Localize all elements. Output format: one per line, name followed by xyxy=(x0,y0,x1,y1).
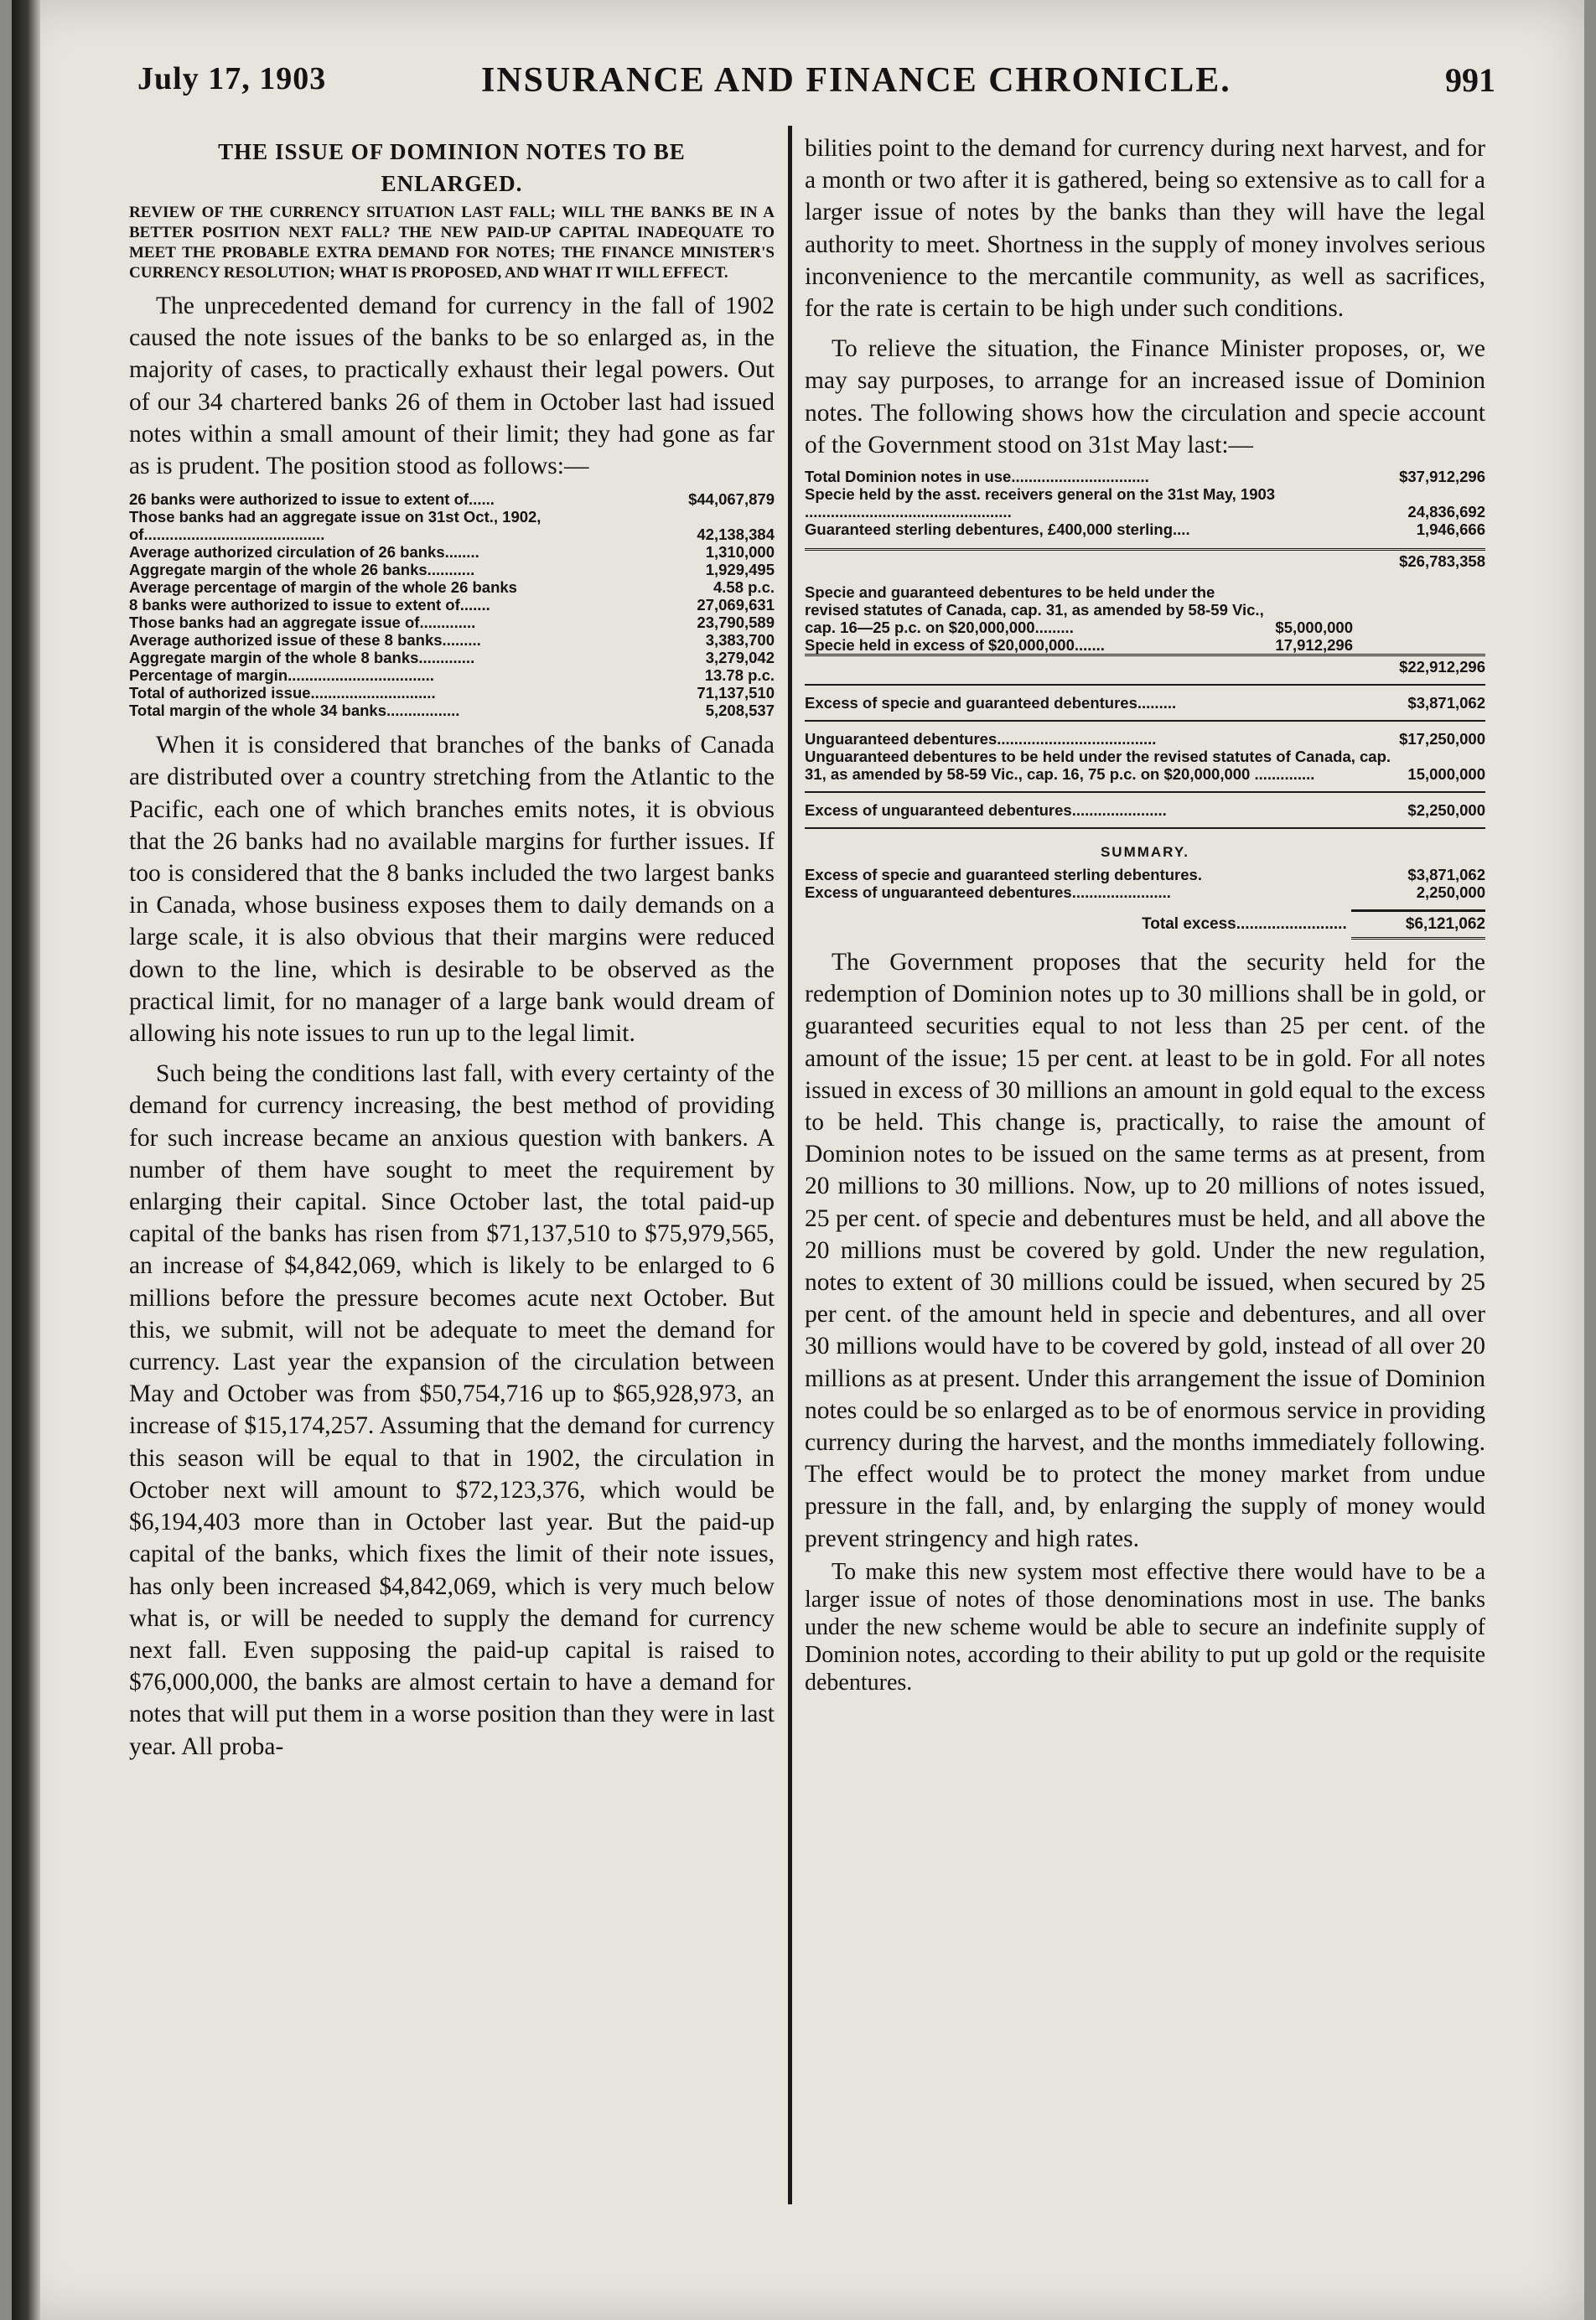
row-label: Specie held by the asst. receivers general on the 31st May, 1903 ................................................ xyxy=(805,485,1276,521)
excess-table xyxy=(805,694,1485,712)
table-row xyxy=(129,614,775,631)
excess-2-value: $2,250,000 xyxy=(1407,801,1485,820)
publication-title: INSURANCE AND FINANCE CHRONICLE. xyxy=(481,61,1231,100)
table-3-label-1: Specie and guaranteed debentures to be held under the revised statutes of Canada, cap. 31, as amended by 58-59 Vic., cap. 16—25 p.c. on $20,000,000......... xyxy=(805,583,1264,637)
row-value: 1,946,666 xyxy=(1416,520,1485,539)
summary-2-value: 2,250,000 xyxy=(1416,883,1485,902)
column-divider xyxy=(788,126,792,2204)
excess-unguaranteed-table xyxy=(805,801,1485,819)
row-value: 42,138,384 xyxy=(697,526,775,544)
specie-debentures-table xyxy=(805,583,1485,676)
dominion-notes-table xyxy=(805,468,1485,538)
row-value: 3,279,042 xyxy=(705,649,775,667)
paragraph-4: bilities point to the demand for currency during next harvest, and for a month or two after it is gathered, being so extensive as to call for a larger issue of notes by the banks than they will have the legal authority to meet. Shortness in the supply of money involves serious inconvenience to the mercantile community, as well as sacrifices, for the rate is certain to be high under such conditions. xyxy=(805,135,1485,323)
row-value: 13.78 p.c. xyxy=(704,666,775,685)
table-row xyxy=(129,561,775,578)
table-row xyxy=(805,520,1485,538)
table-row xyxy=(129,543,775,561)
rule xyxy=(805,791,1485,793)
row-value: $44,067,879 xyxy=(688,490,775,509)
table-row xyxy=(129,490,775,508)
table-3-total: $22,912,296 xyxy=(1353,655,1485,676)
row-value: 24,836,692 xyxy=(1407,503,1485,521)
page-binding-edge xyxy=(12,0,40,2320)
dominion-notes-total xyxy=(805,548,1485,570)
row-label: 8 banks were authorized to issue to extent of....... xyxy=(129,596,490,614)
row-label: Total margin of the whole 34 banks................. xyxy=(129,702,460,720)
total-excess-row xyxy=(805,909,1485,940)
paragraph-2: When it is considered that branches of the banks of Canada are distributed over a country stretching from the Atlantic to the Pacific, each one of which branches emits notes, it is obvious that the 26 banks had no available margins for further issues. If too is considered that the 8 banks included the two largest banks in Canada, whose business exposes them to daily demands on a large scale, it is also obvious that their margins were reduced down to the line, which is desirable to be observed as the practical limit, for no manager of a large bank would dream of allowing his note issues to run up to the legal limit. xyxy=(129,732,775,1048)
table-row xyxy=(129,631,775,649)
row-value: 1,929,495 xyxy=(705,561,775,579)
row-label: Aggregate margin of the whole 8 banks............. xyxy=(129,649,475,667)
row-label: Total Dominion notes in use................................ xyxy=(805,468,1149,486)
table-row xyxy=(805,485,1485,520)
summary-title: SUMMARY. xyxy=(1100,844,1190,861)
table-row xyxy=(129,508,775,543)
row-value: $37,912,296 xyxy=(1399,468,1485,486)
table-2-total: $26,783,358 xyxy=(805,550,1485,571)
paragraph-6: The Government proposes that the security held for the redemption of Dominion notes up to 30 millions shall be in gold, or guaranteed securities equal to not less than 25 per cent. of the amount of the issue; 15 per cent. at least to be in gold. For all notes issued in excess of 30 millions an amount in gold equal to the excess to be held. This change is, practically, to raise the amount of Dominion notes to be issued on the same terms as at present, from 20 millions to 30 millions. Now, up to 20 millions of notes issued, 25 per cent. of specie and debentures must be held, and all above the 20 millions must be covered by gold. Under the new regulation, notes to extent of 30 millions could be issued, when secured by 25 per cent. of the amount held in specie and debentures, and all over 30 millions would have to be covered by gold, instead of all over 20 millions as at present. Under this arrangement the issue of Dominion notes could be so enlarged as to be of enormous service in providing currency during the harvest, and the months immediately following. The effect would be to protect the money market from undue pressure in the fall, and, by enlarging the supply of money would prevent stringency and high rates. xyxy=(805,949,1485,1552)
unguaranteed-table xyxy=(805,730,1485,783)
article-headline xyxy=(129,136,775,199)
left-column xyxy=(129,132,775,1763)
header-date: July 17, 1903 xyxy=(137,61,327,96)
table-row xyxy=(129,578,775,596)
row-label: Guaranteed sterling debentures, £400,000 sterling.... xyxy=(805,520,1190,539)
total-excess-value: $6,121,062 xyxy=(1351,909,1485,940)
page-number: 991 xyxy=(1445,61,1495,99)
unguaranteed-value: $17,250,000 xyxy=(1399,730,1485,748)
table-3-value-2: 17,912,296 xyxy=(1275,636,1353,655)
row-label: Average authorized issue of these 8 banks......... xyxy=(129,631,481,650)
rule xyxy=(805,827,1485,829)
summary-1-label: Excess of specie and guaranteed sterling debentures. xyxy=(805,866,1202,884)
right-column xyxy=(805,132,1485,1696)
excess-1-value: $3,871,062 xyxy=(1407,694,1485,712)
paragraph-5: To relieve the situation, the Finance Minister proposes, or, we may say purposes, to arrange for an increased issue of Dominion notes. The following shows how the circulation and specie account of the Government stood on 31st May last:— xyxy=(805,335,1485,458)
newspaper-page xyxy=(12,0,1584,2320)
excess-2-label: Excess of unguaranteed debentures...................... xyxy=(805,801,1167,820)
row-label: Percentage of margin.................................. xyxy=(129,666,434,685)
table-row xyxy=(129,596,775,614)
table-row xyxy=(129,649,775,666)
row-value: 4.58 p.c. xyxy=(712,578,775,597)
row-label: Those banks had an aggregate issue of............. xyxy=(129,614,476,632)
table-3-label-2: Specie held in excess of $20,000,000....... xyxy=(805,636,1105,655)
article-subhead: REVIEW OF THE CURRENCY SITUATION LAST FALL; WILL THE BANKS BE IN A BETTER POSITION NEXT FALL? THE NEW PAID-UP CAPITAL INADEQUATE TO MEET THE PROBABLE EXTRA DEMAND FOR NOTES; THE FINANCE MINISTER'S CURRENCY RESOLUTION; WHAT IS PROPOSED, AND WHAT IT WILL EFFECT. xyxy=(129,204,775,282)
row-label: Aggregate margin of the whole 26 banks........... xyxy=(129,561,475,579)
row-label: Total of authorized issue............................. xyxy=(129,684,436,702)
table-row xyxy=(805,468,1485,485)
summary-1-value: $3,871,062 xyxy=(1407,866,1485,884)
row-value: 27,069,631 xyxy=(697,596,775,614)
bank-issue-table xyxy=(129,490,775,719)
table-row xyxy=(129,702,775,719)
row-label: 26 banks were authorized to issue to extent of...... xyxy=(129,490,495,509)
headline-line-1: THE ISSUE OF DOMINION NOTES TO BE xyxy=(218,139,686,164)
paragraph-3: Such being the conditions last fall, with every certainty of the demand for currency increasing, the best method of providing for such increase became an anxious question with bankers. A number of them have sought to meet the requirement by enlarging their capital. Since October last, the total paid-up capital of the banks has risen from $71,137,510 to $75,979,565, an increase of $4,842,069, which is likely to be enlarged to 6 millions before the pressure becomes acute next October. But this, we submit, will not be adequate to meet the demand for currency. Last year the expansion of the circulation between May and October was from $50,754,716 up to $65,928,973, an increase of $15,174,257. Assuming that the demand for currency this season will be equal to that in 1902, the circulation in October next will amount to $72,123,376, which would be $6,194,403 more than in October last year. But the paid-up capital of the banks, which fixes the limit of their note issues, has only been increased $4,842,069, which is very much below what is, or will be needed to supply the demand for currency next fall. Even supposing the paid-up capital is raised to $76,000,000, the banks are almost certain to have a demand for notes that will put them in a worse position than they were in last year. All proba- xyxy=(129,1060,775,1760)
headline-line-2: ENLARGED. xyxy=(381,171,523,196)
row-value: 23,790,589 xyxy=(697,614,775,632)
paragraph-7: To make this new system most effective there would have to be a larger issue of notes of those denominations most in use. The banks under the new scheme would be able to secure an indefinite supply of Dominion notes, according to their ability to put up gold or the requisite debentures. xyxy=(805,1558,1485,1696)
table-row xyxy=(129,684,775,702)
rule xyxy=(805,684,1485,686)
table-row xyxy=(129,666,775,684)
table-3-value-1: $5,000,000 xyxy=(1275,619,1353,637)
paragraph-1: The unprecedented demand for currency in the fall of 1902 caused the note issues of the banks to be so enlarged as, in the majority of cases, to practically exhaust their legal powers. Out of our 34 chartered banks 26 of them in October last had issued notes within a small amount of their limit; they had gone as far as is prudent. The position stood as follows:— xyxy=(129,293,775,480)
summary-table xyxy=(805,866,1485,901)
page-header xyxy=(137,60,1495,111)
row-value: 5,208,537 xyxy=(705,702,775,720)
unguaranteed-label: Unguaranteed debentures..................................... xyxy=(805,730,1157,748)
unguaranteed-held-value: 15,000,000 xyxy=(1407,765,1485,784)
rule xyxy=(805,720,1485,722)
row-value: 3,383,700 xyxy=(705,631,775,650)
row-label: Average percentage of margin of the whole 26 banks xyxy=(129,578,517,597)
excess-1-label: Excess of specie and guaranteed debentures......... xyxy=(805,694,1177,712)
row-value: 1,310,000 xyxy=(705,543,775,562)
unguaranteed-held-label: Unguaranteed debentures to be held under the revised statutes of Canada, cap. 31, as amended by 58-59 Vic., cap. 16, 75 p.c. on $20,000,000 .............. xyxy=(805,748,1391,784)
row-label: Those banks had an aggregate issue on 31st Oct., 1902, of.......................................... xyxy=(129,508,542,544)
summary-2-label: Excess of unguaranteed debentures....................... xyxy=(805,883,1171,902)
row-value: 71,137,510 xyxy=(697,684,775,702)
total-excess-label: Total excess......................... xyxy=(1142,915,1347,934)
row-label: Average authorized circulation of 26 banks........ xyxy=(129,543,479,562)
